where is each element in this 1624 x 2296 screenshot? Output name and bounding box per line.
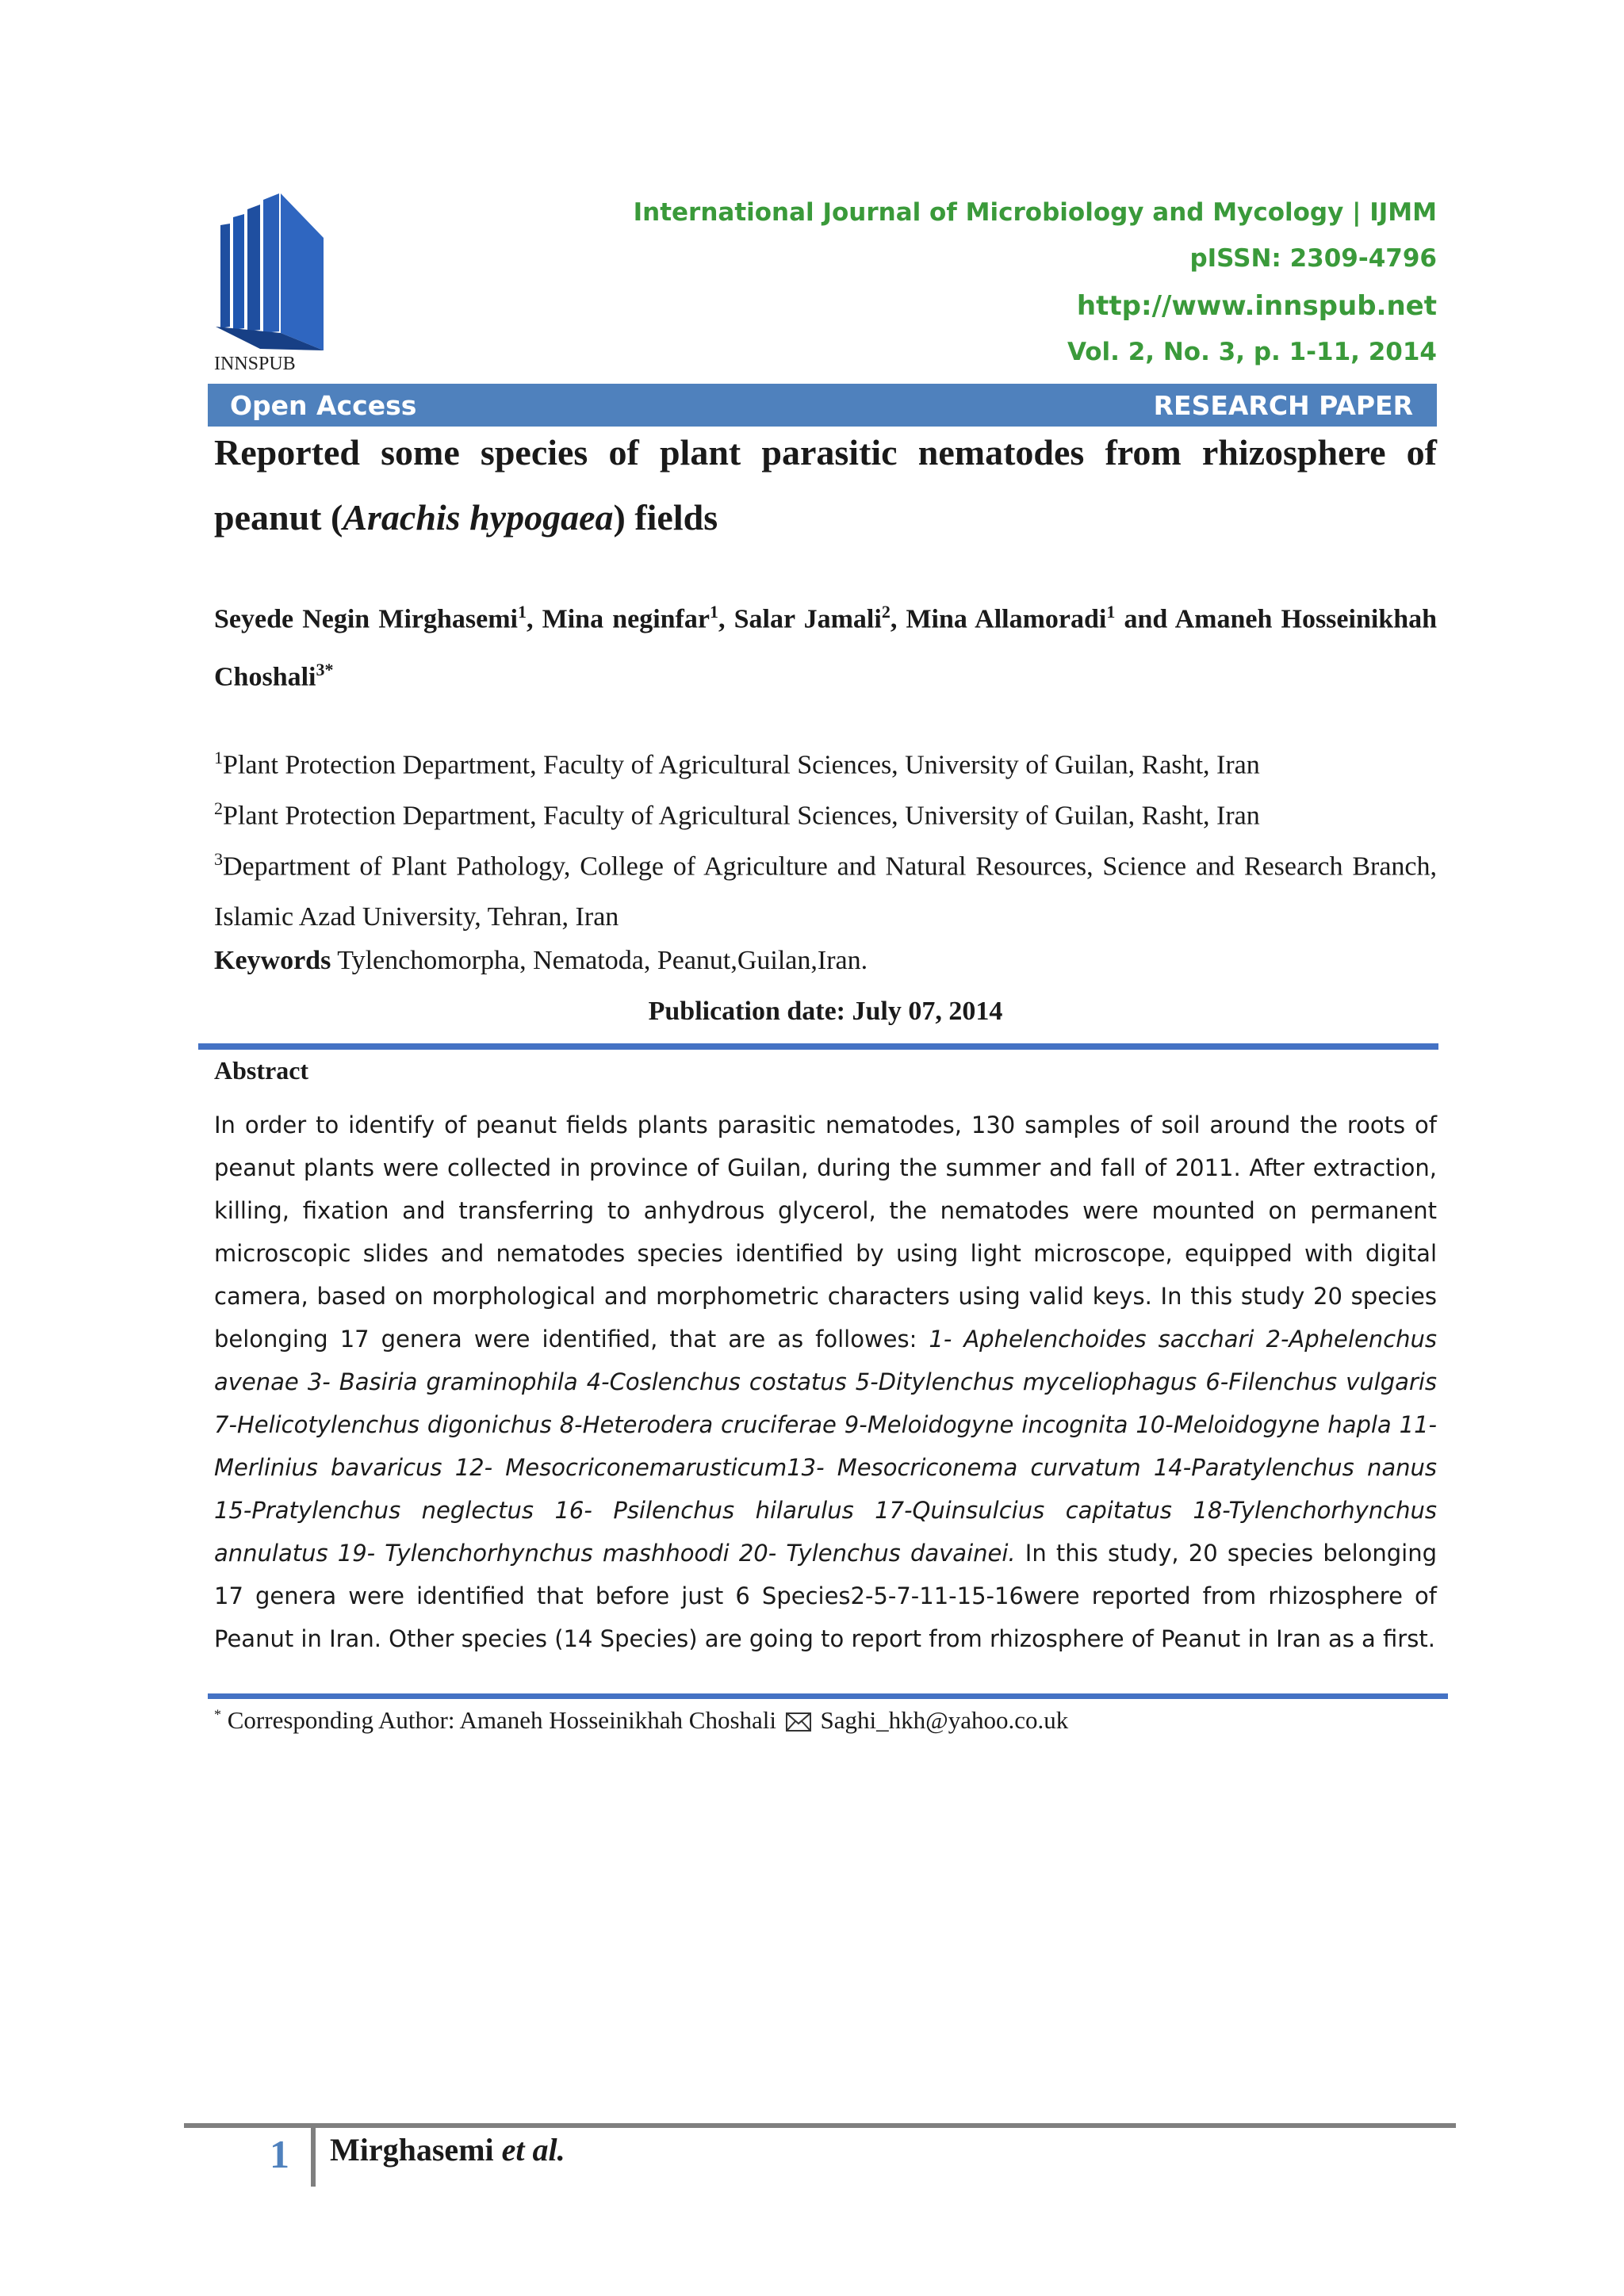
- innspub-logo: [213, 193, 339, 374]
- author-name: Mina Allamoradi: [906, 604, 1107, 634]
- author-separator: ,: [526, 604, 542, 634]
- affiliation: [214, 783, 1437, 841]
- abstract-body: [214, 1104, 1437, 1660]
- affiliation-text: Department of Plant Pathology, College of Agriculture and Natural Resources, Science and Research Branch, Islamic Azad University, Tehran, Iran: [214, 851, 1437, 932]
- corresponding-mark: *: [214, 1706, 221, 1723]
- author-affiliation-mark: 1: [517, 602, 527, 622]
- page-number: 1: [270, 2132, 289, 2176]
- title-species: Arachis hypogaea: [343, 497, 614, 538]
- footer-author-name: Mirghasemi: [330, 2132, 494, 2168]
- pubdate-label: Publication date:: [648, 997, 846, 1026]
- author-affiliation-mark: 1: [1106, 602, 1116, 622]
- journal-url[interactable]: http://www.innspub.net: [1076, 290, 1437, 322]
- affiliation-mark: 3: [214, 849, 223, 869]
- corresponding-email[interactable]: Saghi_hkh@yahoo.co.uk: [820, 1706, 1069, 1734]
- author-affiliation-mark: 2: [881, 602, 891, 622]
- affiliation-mark: 2: [214, 798, 223, 818]
- title-end: ) fields: [613, 497, 718, 538]
- author-affiliation-mark: 1: [709, 602, 718, 622]
- journal-issn: pISSN: 2309-4796: [1189, 244, 1437, 273]
- author-separator: and: [1115, 604, 1175, 634]
- abstract-text-end: In this study, 20 species belonging 17 genera were identified that before just 6 Species2-5-7-11-15-16were reported from rhizosphere of Peanut in Iran. Other species (14 Species) are going to report from rhizosphere of Peanut in Iran as a first.: [214, 1540, 1437, 1652]
- logo-text: INNSPUB: [214, 354, 296, 374]
- title-text: Reported some species of plant parasitic nematodes from rhizosphere of peanut (: [214, 432, 1437, 538]
- affiliation-text: Plant Protection Department, Faculty of Agricultural Sciences, University of Guilan, Rasht, Iran: [223, 801, 1260, 831]
- author-separator: ,: [718, 604, 734, 634]
- abstract-text: In order to identify of peanut fields plants parasitic nematodes, 130 samples of soil around the roots of peanut plants were collected in province of Guilan, during the summer and fall of 2011. After extraction, killing, fixation and transferring to anhydrous glycerol, the nematodes were mounted on permanent microscopic slides and nematodes species identified by using light microscope, equipped with digital camera, based on morphological and morphometric characters using valid keys. In this study 20 species belonging 17 genera were identified, that are as followes:: [214, 1112, 1437, 1353]
- abstract-top-rule: [198, 1043, 1438, 1050]
- footer-etal: et al.: [501, 2132, 565, 2168]
- abstract-bottom-rule: [208, 1693, 1448, 1699]
- article-title: [214, 420, 1437, 550]
- affiliation: [214, 834, 1437, 943]
- journal-name: International Journal of Microbiology and Mycology | IJMM: [633, 198, 1437, 227]
- footer-rule: [184, 2123, 1456, 2128]
- author-name: Salar Jamali: [733, 604, 882, 634]
- corresponding-author: [214, 1706, 1068, 1738]
- footer-author: [330, 2131, 565, 2168]
- affiliation-mark: 1: [214, 748, 223, 767]
- publication-date: [214, 986, 1437, 1037]
- keywords-label: Keywords: [214, 946, 331, 975]
- keywords-text: Tylenchomorpha, Nematoda, Peanut,Guilan,Iran.: [337, 946, 868, 975]
- affiliation: [214, 733, 1437, 790]
- book-stack-icon: [213, 193, 339, 374]
- author-name: Seyede Negin Mirghasemi: [214, 604, 518, 634]
- abstract-species-list: 1- Aphelenchoides sacchari 2-Aphelenchus avenae 3- Basiria graminophila 4-Coslenchus costatus 5-Ditylenchus myceliophagus 6-Filenchus vulgaris 7-Helicotylenchus digonichus 8-Heterodera cruciferae 9-Meloidogyne incognita 10-Meloidogyne hapla 11-Merlinius bavaricus 12- Mesocriconemarusticum13- Mesocriconema curvatum 14-Paratylenchus nanus 15-Pratylenchus neglectus 16- Psilenchus hilarulus 17-Quinsulcius capitatus 18-Tylenchorhynchus annulatus 19- Tylenchorhynchus mashhoodi 20- Tylenchus davainei.: [214, 1326, 1437, 1567]
- affiliation-text: Plant Protection Department, Faculty of Agricultural Sciences, University of Guilan, Rasht, Iran: [223, 750, 1260, 780]
- journal-volume: Vol. 2, No. 3, p. 1-11, 2014: [1067, 338, 1437, 366]
- footer-divider: [311, 2128, 316, 2187]
- author-name: Amaneh Hosseinikhah Choshali: [214, 604, 1438, 692]
- envelope-icon: [786, 1709, 811, 1738]
- author-name: Mina neginfar: [542, 604, 710, 634]
- abstract-heading: Abstract: [214, 1056, 309, 1085]
- keywords: [214, 936, 1437, 986]
- author-separator: ,: [890, 604, 906, 634]
- author-affiliation-mark: 3*: [316, 660, 334, 680]
- open-access-label: Open Access: [230, 390, 417, 421]
- pubdate-value: July 07, 2014: [852, 997, 1003, 1026]
- corresponding-label: Corresponding Author: Amaneh Hosseinikhah Choshali: [227, 1706, 777, 1734]
- author-list: [214, 587, 1437, 703]
- article-type-label: RESEARCH PAPER: [1153, 390, 1413, 421]
